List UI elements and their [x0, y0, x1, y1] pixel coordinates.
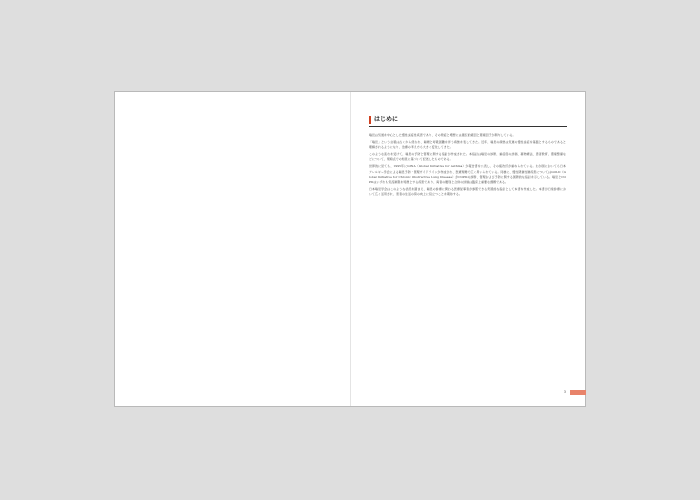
heading-text: はじめに: [374, 116, 399, 123]
heading-rule: [369, 126, 567, 127]
paragraph: 世界的に見ても、1995年にGINA（Global Initiative for Asthma）が報告書を公表し、その後改訂が重ねられている。わが国においても日本アレルギー学会による喘息予防・管理ガイドラインが作成され、医療現場で広く用いられている。同様に、慢性閉塞性肺疾患についてはGOLD（Global Initiative for Chronic Obstructive Lung Disease）がCOPDの診断、管理および予防に関する国際的な指針を示している。喘息とCOPDはいずれも気流制限を特徴とする疾患であり、両者の鑑別と合併の評価は臨床上重要な課題である。: [369, 164, 566, 184]
paragraph: このような流れを受けて、喘息の予防と管理に関する指針が作成された。本指針は喘息の診断、重症度の評価、薬物療法、患者教育、環境整備などについて、現時点での知見に基づいて記述したものである。: [369, 152, 566, 162]
paragraph: 日本喘息学会はこのような状況を踏まえ、喘息の診療に関わる医療従事者が参照できる実践的な指針として本書を作成した。本書が日常診療において広く活用され、患者の生活の質の向上に役立つことを期待する。: [369, 186, 566, 196]
right-page: [351, 92, 586, 406]
body-text: [369, 133, 566, 379]
paragraph: 「喘息」という言葉は古くから使われ、喘鳴と呼吸困難を伴う病態を表してきた。近年、喘息の病態は気道の慢性炎症を基盤とするものであると理解されるようになり、治療の考え方も大きく変化してきた。: [369, 140, 566, 150]
heading-accent-mark: [369, 116, 371, 124]
paragraph: 喘息は気道を中心とした慢性炎症性疾患であり、その発症と増悪には遺伝的素因と環境因子が関与している。: [369, 133, 516, 137]
left-page: [115, 92, 350, 406]
page-edge-tab: [570, 390, 586, 395]
section-heading: [369, 115, 569, 125]
page-number: 3: [563, 390, 566, 394]
book-spread: [114, 91, 586, 407]
